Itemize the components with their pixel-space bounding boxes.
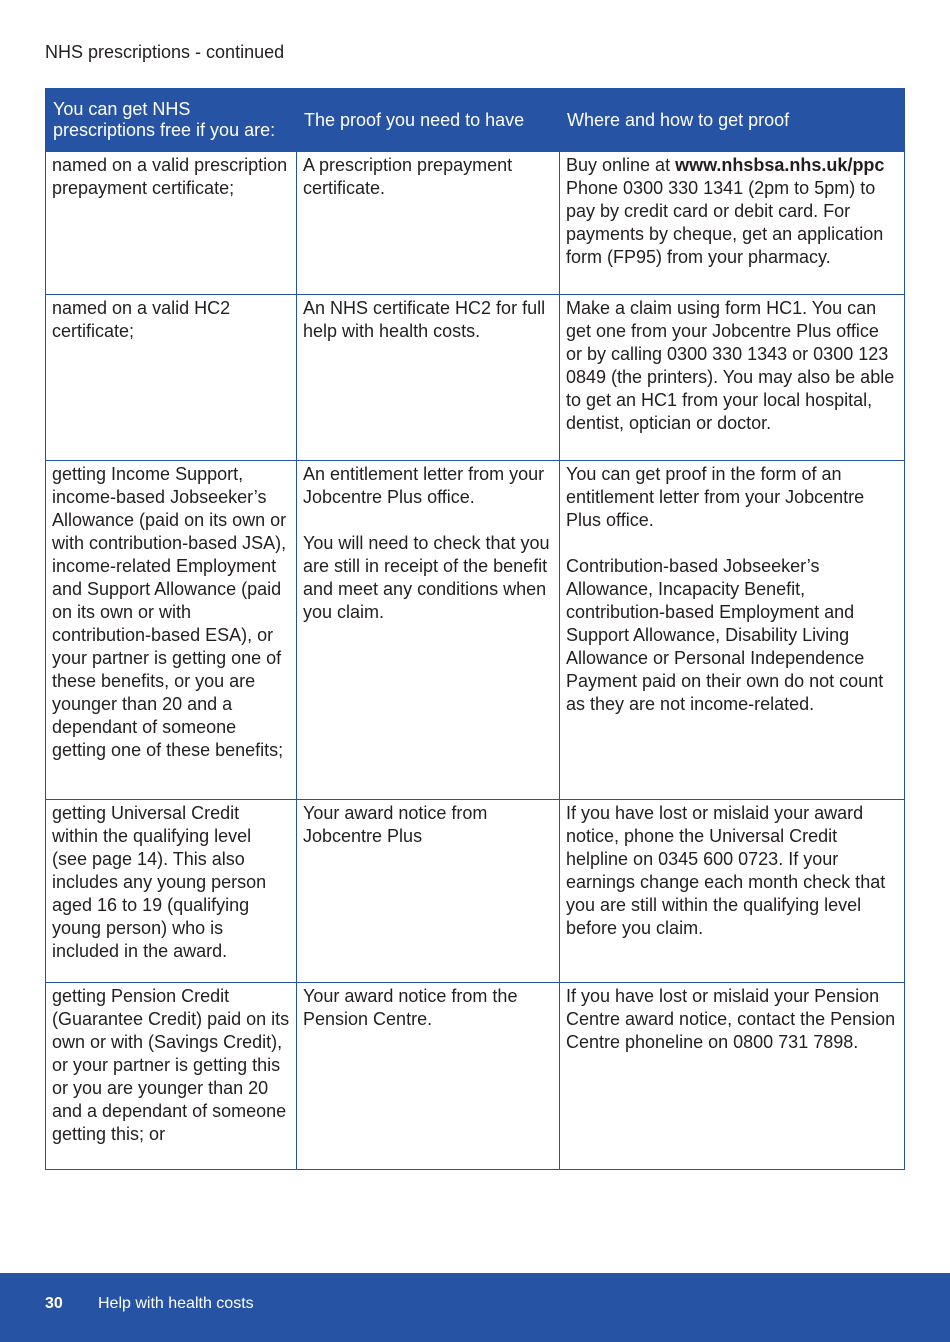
eligibility-cell: getting Pension Credit (Guarantee Credit) paid on its own or with (Savings Credit), or your partner is getting this or you are younger than 20 and a dependant of someone getting this; or [46,983,297,1170]
where-paragraph: You can get proof in the form of an entitlement letter from your Jobcentre Plus office. [566,464,865,530]
where-paragraph: Contribution-based Jobseeker’s Allowance, Incapacity Benefit, contribution-based Employment and Support Allowance, Disability Living Allowance or Personal Independence Payment paid on their own do not count as they are not income-related. [566,556,884,714]
table-row [46,295,905,461]
footer-band [0,1273,950,1342]
proof-table [45,88,905,1170]
proof-cell: Your award notice from Jobcentre Plus [297,800,560,983]
page-number: 30 [45,1295,63,1312]
proof-cell [297,461,560,800]
eligibility-cell: getting Income Support, income-based Jobseeker’s Allowance (paid on its own or with contribution-based JSA), income-related Employment and Support Allowance (paid on its own or with contribution-based ESA), or your partner is getting one of these benefits, or you are younger than 20 and a dependant of someone getting one of these benefits; [46,461,297,800]
column-header-proof: The proof you need to have [297,89,560,152]
table-row [46,461,905,800]
table-row [46,800,905,983]
proof-cell: A prescription prepayment certificate. [297,152,560,295]
table-row [46,983,905,1170]
eligibility-cell: named on a valid prescription prepayment certificate; [46,152,297,295]
proof-cell: An NHS certificate HC2 for full help with health costs. [297,295,560,461]
where-cell: Make a claim using form HC1. You can get one from your Jobcentre Plus office or by calling 0300 330 1343 or 0300 123 0849 (the printers). You may also be able to get an HC1 from your local hospital, dentist, optician or doctor. [560,295,905,461]
proof-paragraph: An entitlement letter from your Jobcentre Plus office. [303,464,545,507]
eligibility-cell: named on a valid HC2 certificate; [46,295,297,461]
proof-paragraph: You will need to check that you are still in receipt of the benefit and meet any conditions when you claim. [303,533,550,622]
column-header-where: Where and how to get proof [560,89,905,152]
where-cell [560,461,905,800]
page-heading: NHS prescriptions - continued [45,42,285,62]
column-header-eligibility: You can get NHS prescriptions free if you are: [46,89,297,152]
where-cell: If you have lost or mislaid your award notice, phone the Universal Credit helpline on 0345 600 0723. If your earnings change each month check that you are still within the qualifying level before you claim. [560,800,905,983]
where-cell [560,152,905,295]
table-row [46,152,905,295]
ppc-link[interactable]: www.nhsbsa.nhs.uk/ppc [675,155,885,175]
where-cell: If you have lost or mislaid your Pension Centre award notice, contact the Pension Centre phoneline on 0800 731 7898. [560,983,905,1170]
where-rest-text: Phone 0300 330 1341 (2pm to 5pm) to pay by credit card or debit card. For payments by cheque, get an application form (FP95) from your pharmacy. [566,178,884,267]
table-header-row [46,89,905,152]
footer-title: Help with health costs [98,1295,254,1312]
proof-cell: Your award notice from the Pension Centre. [297,983,560,1170]
eligibility-cell: getting Universal Credit within the qualifying level (see page 14). This also includes any young person aged 16 to 19 (qualifying young person) who is included in the award. [46,800,297,983]
where-lead-text: Buy online at [566,155,676,175]
